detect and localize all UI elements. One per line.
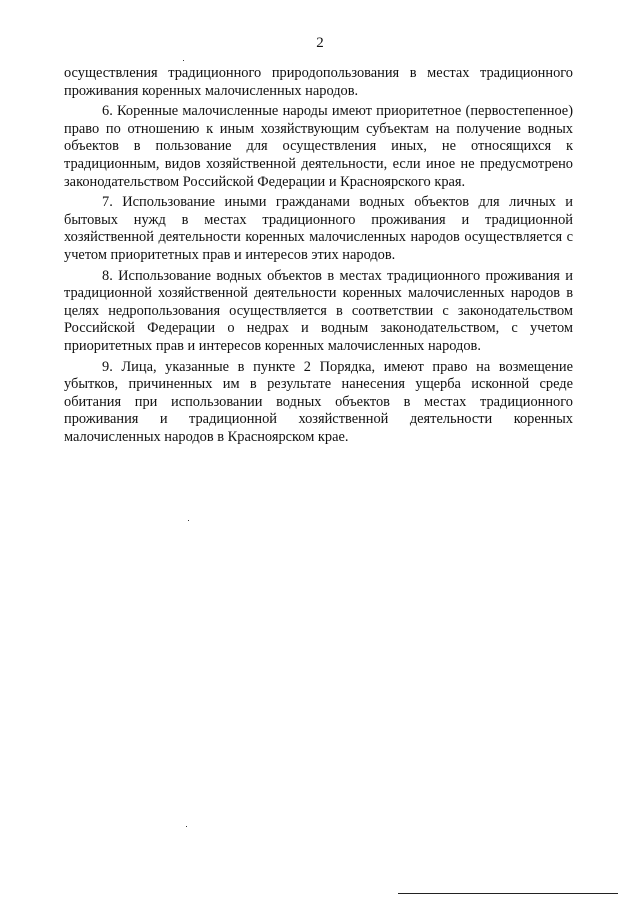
scan-speck — [186, 826, 187, 827]
scan-speck — [183, 60, 184, 61]
page-number: 2 — [316, 35, 324, 51]
paragraph-item-7: 7. Использование иными гражданами водных объектов для личных и бытовых нужд в местах традиционного проживания и традиционной хозяйственной деятельности коренных малочисленных народов осуществляется с учетом приоритетных прав и интересов этих народов. — [64, 194, 573, 263]
document-body — [64, 65, 573, 449]
paragraph-item-8: 8. Использование водных объектов в местах традиционного проживания и традиционной хозяйственной деятельности коренных малочисленных народов в целях недропользования осуществляется в соответствии с законодательством Российской Федерации о недрах и водным законодательством, с учетом приоритетных прав и интересов коренных малочисленных народов. — [64, 267, 573, 354]
footer-rule — [398, 893, 618, 894]
paragraph-item-6: 6. Коренные малочисленные народы имеют приоритетное (первостепенное) право по отношению к иным хозяйствующим субъектам на получение водных объектов в пользование для осуществления иных, не относящихся к традиционным, видов хозяйственной деятельности, если иное не предусмотрено законодательством Российской Федерации и Красноярского края. — [64, 103, 573, 190]
paragraph-continuation: осуществления традиционного природопользования в местах традиционного проживания коренных малочисленных народов. — [64, 65, 573, 99]
scan-speck — [188, 520, 189, 521]
paragraph-item-9: 9. Лица, указанные в пункте 2 Порядка, имеют право на возмещение убытков, причиненных им в результате нанесения ущерба исконной среде обитания при использовании водных объектов в местах традиционного проживания и традиционной хозяйственной деятельности коренных малочисленных народов в Красноярском крае. — [64, 358, 573, 445]
